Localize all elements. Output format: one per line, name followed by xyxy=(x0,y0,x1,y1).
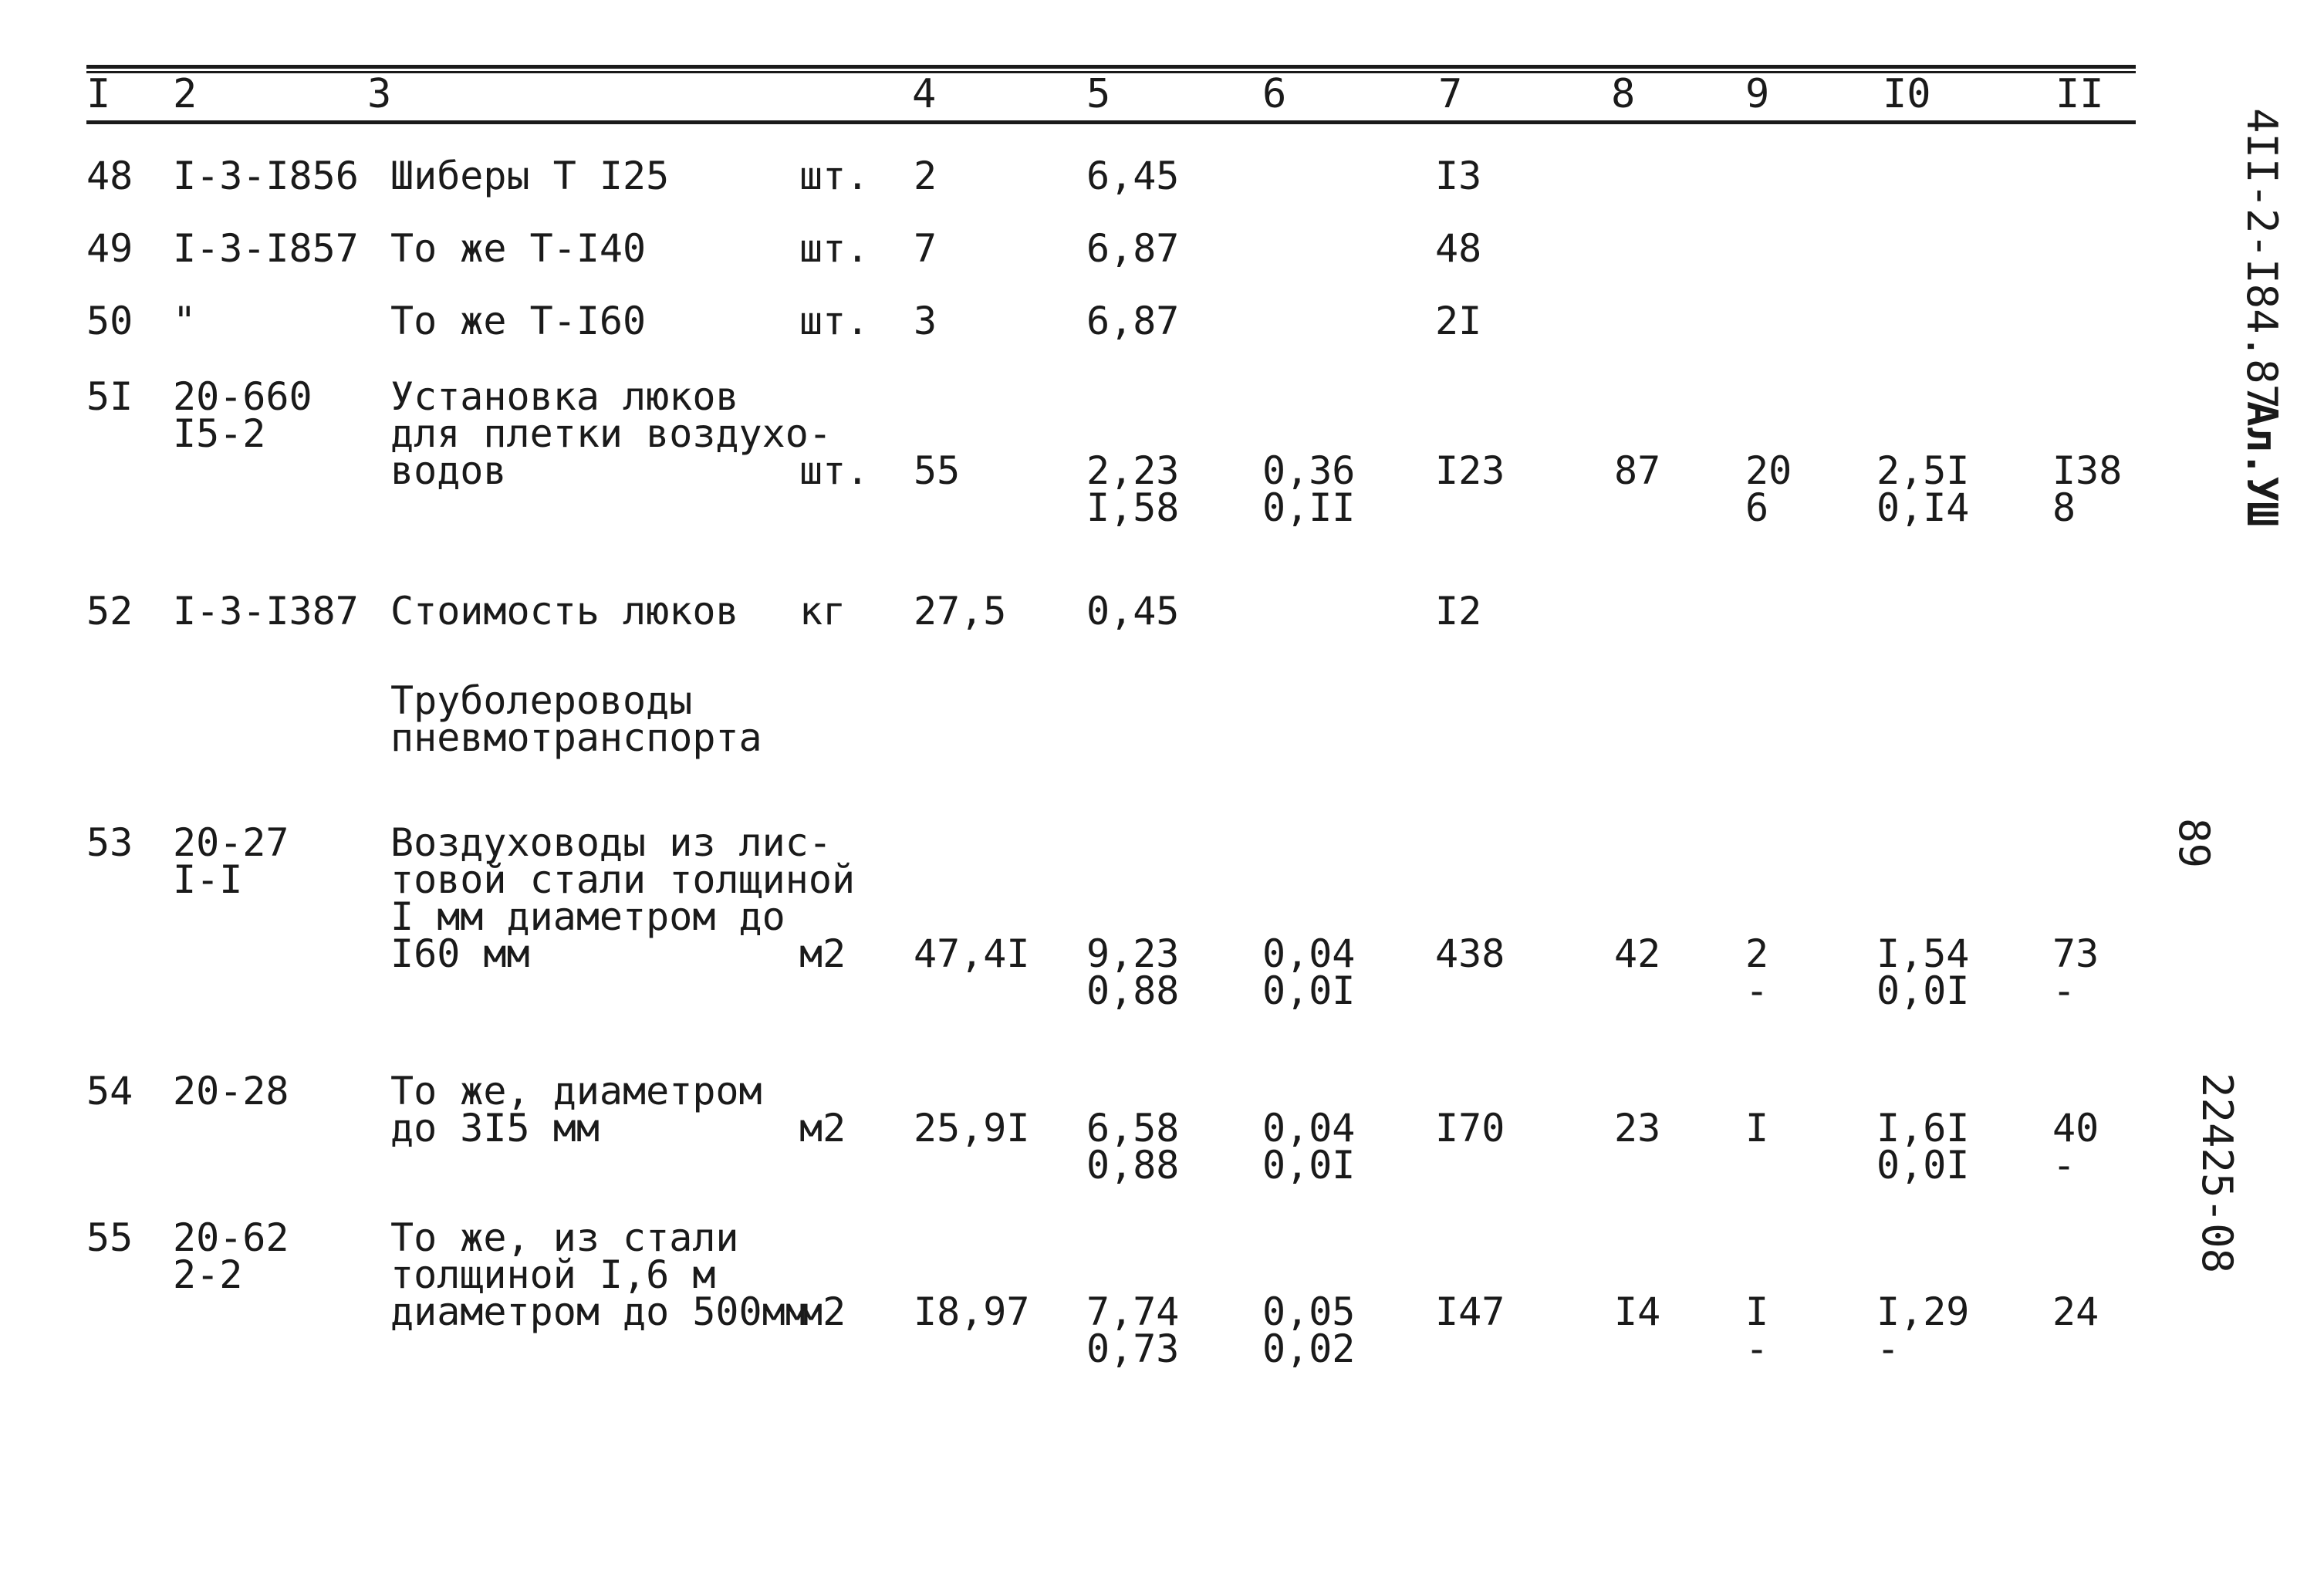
col-header-7: 7 xyxy=(1438,71,1463,117)
row-col5: 7,74 xyxy=(1086,1289,1180,1334)
row-col5: 0,88 xyxy=(1086,1143,1180,1188)
row-col9: - xyxy=(1745,968,1769,1013)
row-col8: 42 xyxy=(1614,931,1661,976)
row-col10: - xyxy=(1876,1326,1900,1371)
row-code: 2-2 xyxy=(173,1252,243,1297)
top-rule xyxy=(86,65,2136,69)
row-number: 49 xyxy=(86,226,133,271)
row-name: пневмотранспорта xyxy=(390,715,762,760)
row-col8: 87 xyxy=(1614,448,1661,493)
row-code: I-3-I387 xyxy=(173,589,359,634)
row-col6: 0,36 xyxy=(1262,448,1356,493)
row-col11: I38 xyxy=(2052,448,2123,493)
row-col6: 0,0I xyxy=(1262,1143,1356,1188)
row-col8: 23 xyxy=(1614,1106,1661,1151)
row-col6: 0,0I xyxy=(1262,968,1356,1013)
row-col6: 0,04 xyxy=(1262,931,1356,976)
page-number: 89 xyxy=(2170,818,2218,869)
row-qty: 55 xyxy=(914,448,961,493)
row-qty: 3 xyxy=(914,299,937,343)
col-header-2: 2 xyxy=(173,71,198,117)
row-col7: I23 xyxy=(1435,448,1505,493)
col-header-8: 8 xyxy=(1611,71,1636,117)
row-unit: м2 xyxy=(799,1289,846,1334)
album-label: Ал.УШ xyxy=(2238,401,2286,527)
row-name: толщиной I,6 м xyxy=(390,1252,716,1297)
row-col7: 438 xyxy=(1435,931,1505,976)
row-name: I60 мм xyxy=(390,931,530,976)
row-col6: 0,02 xyxy=(1262,1326,1356,1371)
row-number: 5I xyxy=(86,374,133,419)
row-col5: 6,45 xyxy=(1086,154,1180,198)
row-col11: 40 xyxy=(2052,1106,2099,1151)
row-col9: I xyxy=(1745,1106,1769,1151)
row-name: Воздуховоды из лис- xyxy=(390,820,832,865)
col-header-9: 9 xyxy=(1745,71,1770,117)
row-col11: 24 xyxy=(2052,1289,2099,1334)
row-code: 20-62 xyxy=(173,1215,289,1260)
row-code: I-3-I857 xyxy=(173,226,359,271)
row-code: I5-2 xyxy=(173,411,266,456)
row-col5: 6,87 xyxy=(1086,299,1180,343)
row-col11: - xyxy=(2052,968,2076,1013)
row-name: То же, из стали xyxy=(390,1215,739,1260)
row-qty: 25,9I xyxy=(914,1106,1030,1151)
row-col5: I,58 xyxy=(1086,485,1180,530)
row-qty: 27,5 xyxy=(914,589,1007,634)
row-col10: 0,I4 xyxy=(1876,485,1970,530)
inventory-number: 22425-08 xyxy=(2193,1073,2241,1274)
row-name: товой стали толщиной xyxy=(390,857,856,902)
row-code: 20-28 xyxy=(173,1069,289,1113)
row-name: диаметром до 500мм xyxy=(390,1289,809,1334)
row-col5: 0,45 xyxy=(1086,589,1180,634)
row-number: 48 xyxy=(86,154,133,198)
row-col7: I47 xyxy=(1435,1289,1505,1334)
col-header-6: 6 xyxy=(1262,71,1287,117)
row-col10: 0,0I xyxy=(1876,968,1970,1013)
row-name: То же Т-I60 xyxy=(390,299,647,343)
row-col7: 48 xyxy=(1435,226,1482,271)
row-col11: 8 xyxy=(2052,485,2076,530)
row-col11: - xyxy=(2052,1143,2076,1188)
row-unit: шт. xyxy=(799,154,870,198)
row-name: до 3I5 мм xyxy=(390,1106,600,1151)
row-qty: 47,4I xyxy=(914,931,1030,976)
row-qty: 2 xyxy=(914,154,937,198)
row-col9: 2 xyxy=(1745,931,1769,976)
row-name: водов xyxy=(390,448,507,493)
row-col5: 6,58 xyxy=(1086,1106,1180,1151)
row-code: 20-27 xyxy=(173,820,289,865)
row-code: I-3-I856 xyxy=(173,154,359,198)
row-col9: - xyxy=(1745,1326,1769,1371)
row-number: 54 xyxy=(86,1069,133,1113)
row-code: 20-660 xyxy=(173,374,312,419)
row-unit: шт. xyxy=(799,448,870,493)
row-col10: I,54 xyxy=(1876,931,1970,976)
row-qty: I8,97 xyxy=(914,1289,1030,1334)
row-col6: 0,05 xyxy=(1262,1289,1356,1334)
row-col11: 73 xyxy=(2052,931,2099,976)
doc-code-stamp: 4II-2-I84.87 xyxy=(2238,108,2286,410)
row-unit: кг xyxy=(799,589,846,634)
row-col5: 0,73 xyxy=(1086,1326,1180,1371)
row-number: 53 xyxy=(86,820,133,865)
row-col7: 2I xyxy=(1435,299,1482,343)
row-col10: 0,0I xyxy=(1876,1143,1970,1188)
col-header-1: I xyxy=(86,71,111,117)
row-name: для плетки воздухо- xyxy=(390,411,832,456)
row-col8: I4 xyxy=(1614,1289,1661,1334)
row-unit: м2 xyxy=(799,931,846,976)
col-header-10: I0 xyxy=(1883,71,1931,117)
row-col9: 20 xyxy=(1745,448,1792,493)
row-unit: м2 xyxy=(799,1106,846,1151)
row-col6: 0,04 xyxy=(1262,1106,1356,1151)
row-name: I мм диаметром до xyxy=(390,894,785,939)
row-number: 50 xyxy=(86,299,133,343)
row-name: Стоимость люков xyxy=(390,589,739,634)
row-name: Шиберы Т I25 xyxy=(390,154,670,198)
row-col9: I xyxy=(1745,1289,1769,1334)
row-col7: I70 xyxy=(1435,1106,1505,1151)
top-rule-secondary xyxy=(86,71,2136,73)
row-col9: 6 xyxy=(1745,485,1769,530)
row-number: 55 xyxy=(86,1215,133,1260)
row-col10: I,6I xyxy=(1876,1106,1970,1151)
row-unit: шт. xyxy=(799,299,870,343)
row-col7: I2 xyxy=(1435,589,1482,634)
row-col10: 2,5I xyxy=(1876,448,1970,493)
row-qty: 7 xyxy=(914,226,937,271)
row-number: 52 xyxy=(86,589,133,634)
row-col6: 0,II xyxy=(1262,485,1356,530)
row-col5: 0,88 xyxy=(1086,968,1180,1013)
row-col10: I,29 xyxy=(1876,1289,1970,1334)
col-header-4: 4 xyxy=(912,71,937,117)
row-col5: 6,87 xyxy=(1086,226,1180,271)
row-col5: 2,23 xyxy=(1086,448,1180,493)
row-name: Труболероводы xyxy=(390,678,693,723)
col-header-3: 3 xyxy=(367,71,392,117)
header-bottom-rule xyxy=(86,120,2136,124)
row-name: То же Т-I40 xyxy=(390,226,647,271)
row-code: " xyxy=(173,299,197,343)
row-col7: I3 xyxy=(1435,154,1482,198)
row-name: Установка люков xyxy=(390,374,739,419)
row-col5: 9,23 xyxy=(1086,931,1180,976)
col-header-11: II xyxy=(2055,71,2104,117)
row-code: I-I xyxy=(173,857,243,902)
col-header-5: 5 xyxy=(1086,71,1111,117)
row-unit: шт. xyxy=(799,226,870,271)
row-name: То же, диаметром xyxy=(390,1069,762,1113)
